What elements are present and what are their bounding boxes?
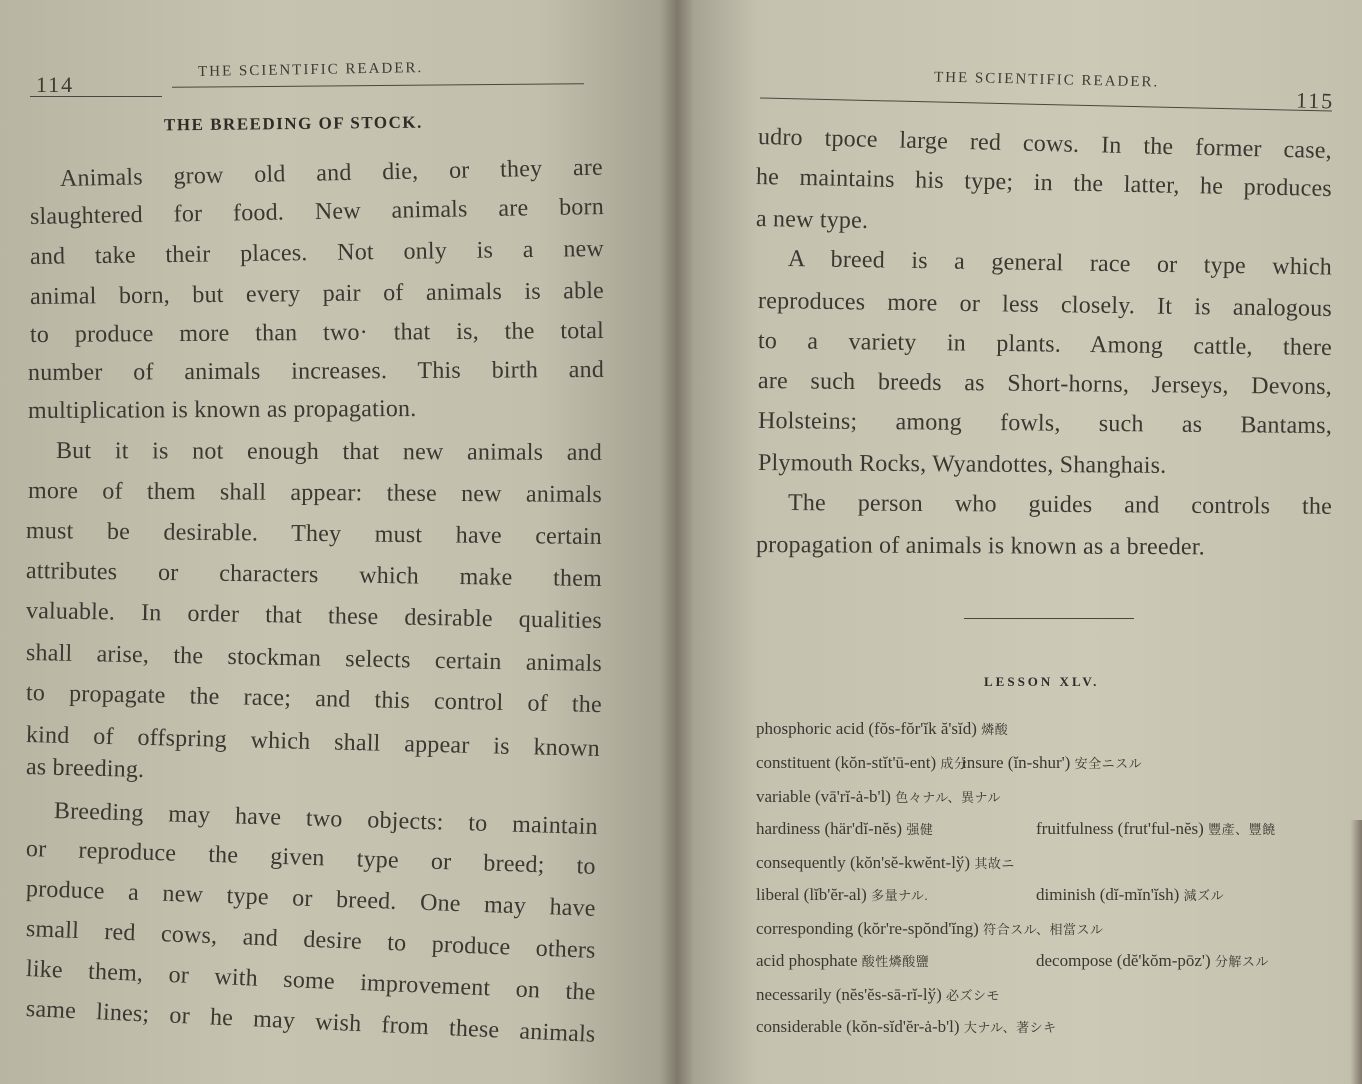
vocab-entry [1036,818,1276,841]
vocab-term: diminish (dĭ-mĭn'ĭsh) [1036,885,1184,904]
text-line: reproduces more or less closely. It is analogous [757,288,1333,323]
text-line: to a variety in plants. Among cattle, there [757,328,1333,362]
text-line: and take their places. Not only is a new [29,235,605,270]
header-rule [172,83,584,88]
text-line: must be desirable. They must have certain [25,518,603,551]
text-line: Animals grow old and die, or they are [59,154,604,192]
section-divider [964,618,1134,619]
vocab-term: hardiness (här'dĭ-nĕs) [756,819,907,838]
vocab-translation: 多量ナル. [871,888,929,903]
page-number: 115 [1295,87,1335,114]
vocab-term: variable (vā'rĭ-ȧ-b'l) [756,787,896,806]
text-line: or reproduce the given type or breed; to [25,836,597,880]
vocab-translation: 其故ニ [974,856,1015,871]
vocab-translation: 大ナル、著シキ [963,1020,1057,1035]
text-line: he maintains his type; in the latter, he produces [755,164,1333,203]
text-line: A breed is a general race or type which [787,246,1333,281]
text-line: same lines; or he may wish from these animals [25,996,597,1048]
text-line: But it is not enough that new animals and [55,438,603,466]
vocab-term: decompose (dĕ'kŏm-pōz') [1036,951,1215,970]
vocab-term: corresponding (kŏr're-spŏnd'ĭng) [756,919,984,938]
text-line: kind of offspring which shall appear is known [25,722,601,763]
vocab-term: fruitfulness (frut'ful-nĕs) [1036,819,1209,838]
vocab-translation: 分解スル [1214,954,1269,969]
lesson-title: LESSON XLV. [984,674,1100,689]
vocab-translation: 必ズシモ [945,988,1000,1003]
header-rule [30,96,162,97]
text-line: more of them shall appear: these new animals [27,478,603,509]
vocab-translation: 色々ナル、異ナル [895,790,1001,805]
right-page [676,0,1362,1084]
vocab-entry [756,818,933,841]
text-line: to propagate the race; and this control of the [25,680,603,719]
vocab-entry [756,852,1015,875]
text-line: udro tpoce large red cows. In the former case, [757,124,1333,165]
vocab-term: liberal (lĭb'ĕr-al) [756,885,872,904]
text-line: produce a new type or breed. One may have [25,876,597,922]
vocab-term: considerable (kŏn-sĭd'ĕr-ȧ-b'l) [756,1017,964,1036]
text-line: number of animals increases. This birth and [27,356,605,386]
vocab-entry [1036,950,1269,973]
vocab-entry [756,950,929,973]
vocab-translation: 符合スル、相當スル [983,922,1104,937]
text-line: animal born, but every pair of animals is able [29,277,605,310]
vocab-translation: 成分 [940,756,968,771]
text-line: attributes or characters which make them [25,558,603,593]
vocab-entry [756,884,928,907]
vocab-translation: 酸性燐酸鹽 [861,954,930,969]
vocab-entry [962,752,1142,775]
text-line: propagation of animals is known as a breeder. [755,532,1205,561]
text-line: Plymouth Rocks, Wyandottes, Shanghais. [757,450,1167,479]
vocab-entry [756,984,1000,1007]
text-line: valuable. In order that these desirable qualities [25,598,603,635]
text-line: a new type. [755,206,869,234]
text-line: multiplication is known as propagation. [27,395,417,424]
vocab-translation: 減ズル [1183,888,1225,903]
vocab-term: acid phosphate [756,951,862,970]
vocab-entry [756,1016,1057,1039]
running-head: THE SCIENTIFIC READER. [197,60,424,80]
text-line: are such breeds as Short-horns, Jerseys, Devons, [757,368,1333,401]
vocab-entry [756,786,1001,809]
text-line: like them, or with some improvement on the [25,956,597,1006]
section-heading: THE BREEDING OF STOCK. [163,112,423,135]
text-line: The person who guides and controls the [787,490,1333,520]
vocab-translation: 豐產、豐饒 [1208,822,1276,837]
text-line: shall arise, the stockman selects certain animals [25,640,603,678]
book-gutter [660,0,694,1084]
vocab-entry [756,752,967,775]
vocab-entry [756,718,1008,741]
text-line: slaughtered for food. New animals are born [29,193,605,230]
vocab-translation: 燐酸 [981,722,1009,737]
page-number: 114 [36,72,75,97]
vocab-entry [1036,884,1224,907]
vocab-translation: 安全ニスル [1074,756,1143,771]
text-line: to produce more than two· that is, the total [29,317,605,348]
vocab-term: constituent (kŏn-stĭt'ū-ent) [756,753,941,772]
page-edge-shadow [1350,820,1362,1084]
vocab-translation: 强健 [906,822,934,837]
text-line: as breeding. [25,754,145,784]
running-head: THE SCIENTIFIC READER. [933,69,1160,91]
vocab-term: necessarily (nĕs'ĕs-sā-rĭ-lў) [756,985,946,1004]
vocab-term: consequently (kŏn'sĕ-kwĕnt-lў) [756,853,975,872]
text-line: Holsteins; among fowls, such as Bantams, [757,408,1333,440]
vocab-entry [756,918,1104,941]
left-page [0,0,676,1084]
text-line: small red cows, and desire to produce others [25,916,597,964]
header-rule [760,98,1332,112]
vocab-term: insure (ĭn-shur') [962,753,1075,772]
vocab-term: phosphoric acid (fŏs-fŏr'ĭk ă'sĭd) [756,719,982,738]
text-line: Breeding may have two objects: to maintain [53,798,599,841]
